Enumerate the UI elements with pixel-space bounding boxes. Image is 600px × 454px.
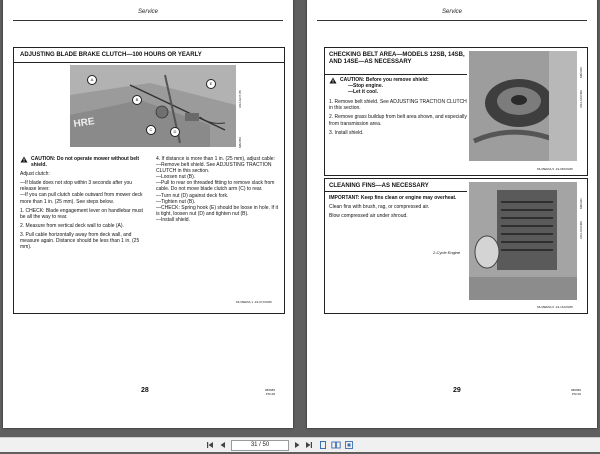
warning-icon xyxy=(20,156,28,163)
para: —If you can pull clutch cable outward from mower deck more than 1 in. (25 mm). See steps below. xyxy=(20,192,143,205)
section-title: CHECKING BELT AREA—MODELS 12SB, 14SB, AND 14SE—AS NECESSARY xyxy=(329,52,465,65)
page-number: 29 xyxy=(453,387,461,394)
belt-area-photo xyxy=(469,51,577,161)
photo-illustration xyxy=(469,51,577,161)
cleaning-fins-text xyxy=(329,195,467,222)
title-rule xyxy=(325,74,467,75)
next-page-button[interactable] xyxy=(292,440,302,450)
two-page-icon xyxy=(331,440,341,450)
first-page-button[interactable] xyxy=(205,440,215,450)
page-29 xyxy=(307,0,597,428)
first-page-icon xyxy=(205,440,215,450)
step-1: Clean fins with brush, rag, or compressed air. xyxy=(329,204,430,211)
substep: —Loosen nut (B). xyxy=(156,174,196,181)
page-id xyxy=(571,388,581,396)
photo-code: M82360 xyxy=(579,67,583,78)
title-rule xyxy=(325,191,467,192)
callout-b: B xyxy=(132,95,142,105)
callout-e: E xyxy=(206,79,216,89)
last-page-button[interactable] xyxy=(304,440,314,450)
single-page-view-button[interactable] xyxy=(318,440,328,450)
two-page-view-button[interactable] xyxy=(331,440,341,450)
page-id-date: 080689 xyxy=(571,388,582,392)
left-column-text xyxy=(20,156,144,253)
cooling-fins-photo xyxy=(469,182,577,300)
caution-notice xyxy=(329,77,467,95)
photo-code: M82361 xyxy=(579,198,583,209)
footer-code: MU,BERIA,6 -19-16JUN89 xyxy=(537,305,573,309)
section-title: ADJUSTING BLADE BRAKE CLUTCH—100 HOURS OR YEARLY xyxy=(20,52,202,58)
viewer-toolbar xyxy=(0,437,600,452)
step-2: Blow compressed air under shroud. xyxy=(329,213,408,220)
caution-text: CAUTION: Do not operate mower without belt shield. xyxy=(31,156,140,169)
header-rule xyxy=(317,20,587,21)
substep: —CHECK: Spring hook (E) should be loose in hole. If it is tight, loosen nut (D) and tighten nut (B). xyxy=(156,204,279,217)
callout-a: A xyxy=(87,75,97,85)
page-number: 28 xyxy=(141,387,149,394)
step-2: 2. Measure from vertical deck wall to cable (A). xyxy=(20,222,124,229)
section-belt-area xyxy=(324,47,588,176)
page-28 xyxy=(3,0,293,428)
section-cleaning-fins xyxy=(324,178,588,314)
footer-code: MU,BERIA,1 -19-07JUN89 xyxy=(236,300,272,304)
photo-caption: 2-Cycle Engine xyxy=(433,250,461,255)
caution-title: CAUTION: Before you remove shield: xyxy=(340,77,429,83)
page-id xyxy=(265,388,275,396)
page-id-pn: PN=28 xyxy=(265,392,276,396)
photo-code: M82359 xyxy=(238,137,242,148)
previous-page-icon xyxy=(218,440,228,450)
para: —If blade does not stop within 3 seconds after you release lever. xyxy=(20,180,133,193)
belt-area-text xyxy=(329,77,467,139)
step-4: 4. If distance is more than 1 in. (25 mm), adjust cable: xyxy=(156,156,275,162)
step-1: 1. Remove belt shield. See ADJUSTING TRACTION CLUTCH in this section. xyxy=(329,99,467,112)
photo-code-2: UN2-6JUN89 xyxy=(579,90,583,108)
caution-notice xyxy=(20,156,144,168)
blade-clutch-photo xyxy=(70,65,236,147)
last-page-icon xyxy=(304,440,314,450)
title-rule xyxy=(14,62,284,63)
substep: —Tighten nut (B). xyxy=(156,198,196,205)
caution-line: —Stop engine. xyxy=(348,83,383,90)
page-id-date: 080689 xyxy=(265,388,276,392)
previous-page-button[interactable] xyxy=(218,440,228,450)
important-notice: IMPORTANT: Keep fins clean or engine may overheat. xyxy=(329,195,457,201)
step-2: 2. Remove grass buildup from belt area shown, and especially from transmission area. xyxy=(329,114,467,127)
caution-block xyxy=(340,77,429,95)
substep: —Turn nut (D) against deck fork. xyxy=(156,192,229,199)
substep: —Remove belt shield. See ADJUSTING TRACTION CLUTCH in this section. xyxy=(156,162,272,175)
photo-illustration xyxy=(469,182,577,300)
page-id-pn: PN=29 xyxy=(571,392,582,396)
header-rule xyxy=(13,20,283,21)
fit-page-icon xyxy=(344,440,354,450)
fit-page-button[interactable] xyxy=(344,440,354,450)
next-page-icon xyxy=(292,440,302,450)
single-page-icon xyxy=(318,440,328,450)
section-blade-brake xyxy=(13,47,285,314)
footer-code: MU,BERIA,5 -19-08JUN89 xyxy=(537,167,573,171)
photo-code-2: UN2-GOT-88 xyxy=(238,90,242,108)
svg-text:HRE: HRE xyxy=(72,116,96,130)
step-3: 3. Pull cable horizontally away from deck wall, and measure again. Distance should be less than 1 in. (25 mm). xyxy=(20,231,140,251)
right-column-text xyxy=(156,156,280,223)
substep: —Pull to rear on threaded fitting to remove slack from cable. Do not move blade clutch arm (C) to rear. xyxy=(156,180,275,193)
step-1: 1. CHECK: Blade engagement lever on handlebar must be all the way to rear. xyxy=(20,207,143,220)
substep: —Install shield. xyxy=(156,216,190,223)
page-header: Service xyxy=(137,9,158,15)
warning-icon xyxy=(329,77,337,84)
section-title: CLEANING FINS—AS NECESSARY xyxy=(329,183,429,189)
page-indicator[interactable]: 31 / 50 xyxy=(231,440,289,451)
step-3: 3. Install shield. xyxy=(329,129,364,136)
photo-code-2: UN2-6JUN89 xyxy=(579,221,583,239)
callout-d: D xyxy=(170,127,180,137)
para: Adjust clutch: xyxy=(20,171,50,178)
caution-line: —Let it cool. xyxy=(348,89,378,96)
callout-c: C xyxy=(146,125,156,135)
page-header: Service xyxy=(441,9,462,15)
